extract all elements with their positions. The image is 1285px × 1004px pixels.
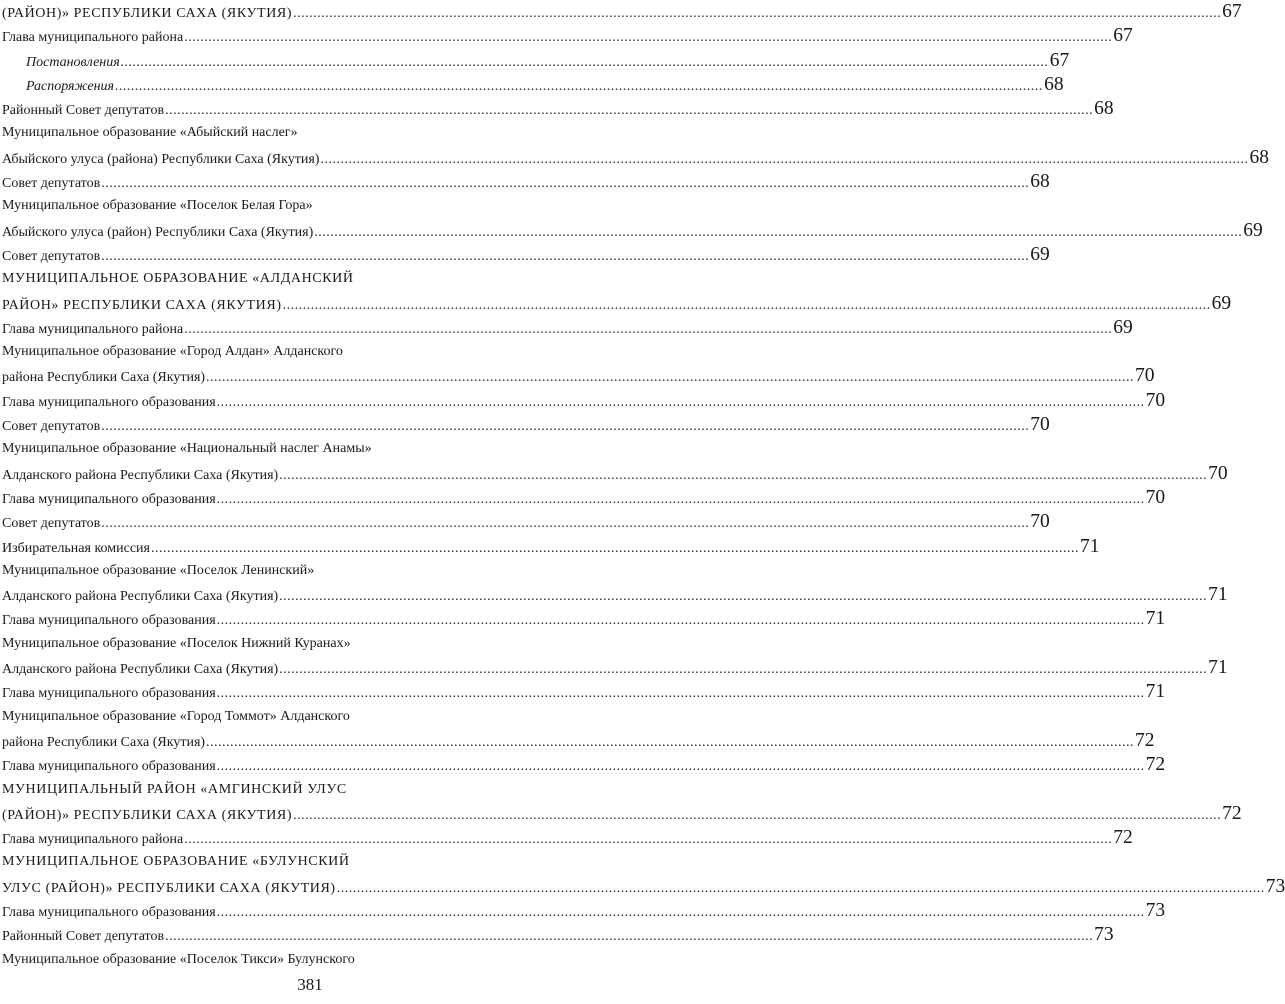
toc-entry — [2, 243, 1050, 267]
toc-entry-title: Совет депутатов — [2, 248, 101, 264]
toc-entry-title: РАЙОН» РЕСПУБЛИКИ САХА (ЯКУТИЯ) — [2, 297, 282, 313]
toc-entry-title: Совет депутатов — [2, 516, 101, 532]
toc-entry-title: Глава муниципального образования — [2, 491, 216, 507]
toc-entry — [2, 389, 1166, 413]
toc-entry-title: Совет депутатов — [2, 176, 101, 192]
toc-entry-title: Глава муниципального района — [2, 30, 184, 46]
dot-leader — [217, 755, 1145, 779]
toc-entry — [2, 121, 622, 145]
toc-entry-page: 71 — [1080, 535, 1100, 557]
toc-entry-title: МУНИЦИПАЛЬНЫЙ РАЙОН «АМГИНСКИЙ УЛУС — [2, 781, 347, 797]
toc-entry-page: 68 — [1044, 73, 1064, 95]
toc-entry-title: Глава муниципального образования — [2, 613, 216, 629]
toc-entry-title: Муниципальное образование «Город Томмот» Алданского — [2, 708, 350, 724]
dot-leader — [293, 804, 1221, 828]
toc-entry — [2, 802, 1242, 826]
toc-entry — [2, 680, 1166, 704]
toc-entry-title: Муниципальное образование «Поселок Нижний Куранах» — [2, 635, 351, 651]
toc-entry-page: 69 — [1243, 219, 1263, 241]
dot-leader — [217, 609, 1145, 633]
dot-leader — [217, 901, 1145, 925]
toc-entry-title: Глава муниципального района — [2, 832, 184, 848]
toc-entry-title: Абыйского улуса (района) Республики Саха (Якутия) — [2, 151, 320, 167]
toc-entry-page: 71 — [1145, 681, 1166, 703]
toc-entry — [2, 607, 1166, 631]
toc-entry-title: Муниципальное образование «Абыйский наслег» — [2, 125, 298, 141]
toc-entry-title: Абыйского улуса (район) Республики Саха (Якутия) — [2, 224, 314, 240]
toc-entry-title: Алданского района Республики Саха (Якутия) — [2, 467, 279, 483]
toc-entry-title: Алданского района Республики Саха (Якутия) — [2, 662, 279, 678]
toc-entry-title: Постановления — [26, 54, 120, 70]
toc-entry — [2, 875, 1285, 899]
toc-entry — [2, 462, 1228, 486]
toc-entry — [2, 292, 1232, 316]
toc-entry-title: Муниципальное образование «Поселок Белая Гора» — [2, 198, 313, 214]
toc-entry — [2, 316, 1133, 340]
dot-leader — [115, 75, 1043, 99]
dot-leader — [165, 925, 1093, 949]
toc-entry-page: 69 — [1030, 243, 1050, 265]
toc-entry-page: 70 — [1145, 486, 1166, 508]
toc-entry-title: Глава муниципального образования — [2, 686, 216, 702]
toc-entry-title: МУНИЦИПАЛЬНОЕ ОБРАЗОВАНИЕ «АЛДАНСКИЙ — [2, 271, 354, 287]
toc-entry — [2, 705, 622, 729]
dot-leader — [217, 682, 1145, 706]
table-of-contents — [2, 0, 1285, 972]
toc-entry-title: района Республики Саха (Якутия) — [2, 734, 206, 750]
dot-leader — [279, 658, 1207, 682]
toc-entry-page: 72 — [1113, 827, 1133, 849]
dot-leader — [121, 51, 1049, 75]
toc-entry-title: Глава муниципального района — [2, 321, 184, 337]
toc-entry-page: 72 — [1145, 754, 1166, 776]
toc-entry-title: (РАЙОН)» РЕСПУБЛИКИ САХА (ЯКУТИЯ) — [2, 807, 293, 823]
toc-entry-title: Районный Совет депутатов — [2, 103, 165, 119]
toc-entry — [2, 656, 1228, 680]
toc-entry-page: 70 — [1030, 414, 1050, 436]
toc-entry-page: 68 — [1094, 98, 1114, 120]
dot-leader — [206, 366, 1134, 390]
toc-entry-title: Муниципальное образование «Национальный наслег Анамы» — [2, 441, 372, 457]
toc-entry-title: (РАЙОН)» РЕСПУБЛИКИ САХА (ЯКУТИЯ) — [2, 6, 293, 21]
toc-entry — [2, 219, 1263, 243]
toc-entry-page: 70 — [1030, 511, 1050, 533]
toc-entry-title: Распоряжения — [26, 78, 115, 94]
toc-entry-page: 67 — [1049, 49, 1070, 71]
toc-entry-title: Муниципальное образование «Поселок Ленинский» — [2, 562, 315, 578]
toc-entry — [2, 340, 622, 364]
toc-entry-page: 69 — [1211, 292, 1232, 314]
toc-entry — [2, 49, 1070, 73]
toc-entry-title: УЛУС (РАЙОН)» РЕСПУБЛИКИ САХА (ЯКУТИЯ) — [2, 880, 336, 896]
dot-leader — [279, 585, 1207, 609]
toc-entry-page: 69 — [1113, 316, 1133, 338]
toc-entry-page: 72 — [1135, 729, 1155, 751]
toc-entry-page: 68 — [1030, 171, 1050, 193]
toc-entry-title: Совет депутатов — [2, 419, 101, 435]
toc-entry-title: Районный Совет депутатов — [2, 929, 165, 945]
toc-entry — [2, 559, 622, 583]
toc-entry-page: 73 — [1145, 899, 1166, 921]
toc-entry — [2, 899, 1166, 923]
toc-entry-page: 71 — [1208, 657, 1228, 679]
toc-entry — [2, 753, 1166, 777]
toc-entry — [2, 778, 622, 802]
toc-entry-page: 67 — [1113, 25, 1133, 47]
toc-entry — [2, 826, 1133, 850]
toc-entry-title: МУНИЦИПАЛЬНОЕ ОБРАЗОВАНИЕ «БУЛУНСКИЙ — [2, 854, 350, 870]
toc-entry-title: Муниципальное образование «Город Алдан» Алданского — [2, 344, 343, 360]
toc-entry-page: 67 — [1222, 1, 1242, 22]
dot-leader — [293, 2, 1221, 26]
dot-leader — [314, 221, 1242, 245]
toc-entry-page: 70 — [1145, 389, 1166, 411]
toc-entry-title: района Республики Саха (Якутия) — [2, 370, 206, 386]
toc-entry — [2, 535, 1100, 559]
toc-entry-title: Избирательная комиссия — [2, 540, 150, 556]
dot-leader — [151, 537, 1079, 561]
toc-entry — [2, 0, 1242, 24]
dot-leader — [101, 512, 1029, 536]
toc-entry — [2, 486, 1166, 510]
toc-entry — [2, 948, 622, 972]
toc-entry-title: Глава муниципального образования — [2, 904, 216, 920]
toc-entry — [2, 146, 1269, 170]
toc-entry — [2, 850, 622, 874]
toc-entry — [2, 632, 622, 656]
dot-leader — [101, 415, 1029, 439]
toc-entry-title: Глава муниципального образования — [2, 759, 216, 775]
dot-leader — [184, 26, 1112, 50]
dot-leader — [283, 294, 1211, 318]
dot-leader — [217, 488, 1145, 512]
toc-entry-title: Муниципальное образование «Поселок Тикси» Булунского — [2, 951, 355, 967]
toc-entry — [2, 583, 1228, 607]
toc-entry — [2, 364, 1155, 388]
dot-leader — [279, 464, 1207, 488]
dot-leader — [101, 245, 1029, 269]
toc-entry — [2, 510, 1050, 534]
toc-entry — [2, 170, 1050, 194]
dot-leader — [184, 318, 1112, 342]
toc-entry-title: Глава муниципального образования — [2, 394, 216, 410]
toc-entry — [2, 729, 1155, 753]
toc-entry-page: 73 — [1094, 924, 1114, 946]
toc-entry — [2, 194, 622, 218]
dot-leader — [320, 148, 1248, 172]
dot-leader — [184, 828, 1112, 852]
toc-entry — [2, 24, 1133, 48]
toc-entry-title: Алданского района Республики Саха (Якутия) — [2, 589, 279, 605]
toc-entry-page: 68 — [1249, 146, 1269, 168]
dot-leader — [337, 877, 1265, 901]
page-number: 381 — [297, 975, 323, 994]
toc-entry — [2, 267, 622, 291]
dot-leader — [165, 99, 1093, 123]
toc-entry-page: 70 — [1135, 365, 1155, 387]
dot-leader — [101, 172, 1029, 196]
toc-entry-page: 71 — [1145, 608, 1166, 630]
toc-entry-page: 71 — [1208, 584, 1228, 606]
toc-entry — [2, 923, 1114, 947]
toc-entry — [2, 73, 1064, 97]
toc-entry-page: 73 — [1265, 875, 1285, 897]
toc-entry-page: 70 — [1208, 462, 1228, 484]
toc-entry — [2, 97, 1114, 121]
dot-leader — [206, 731, 1134, 755]
dot-leader — [217, 391, 1145, 415]
toc-entry — [2, 437, 622, 461]
toc-entry — [2, 413, 1050, 437]
toc-entry-page: 72 — [1222, 802, 1242, 824]
